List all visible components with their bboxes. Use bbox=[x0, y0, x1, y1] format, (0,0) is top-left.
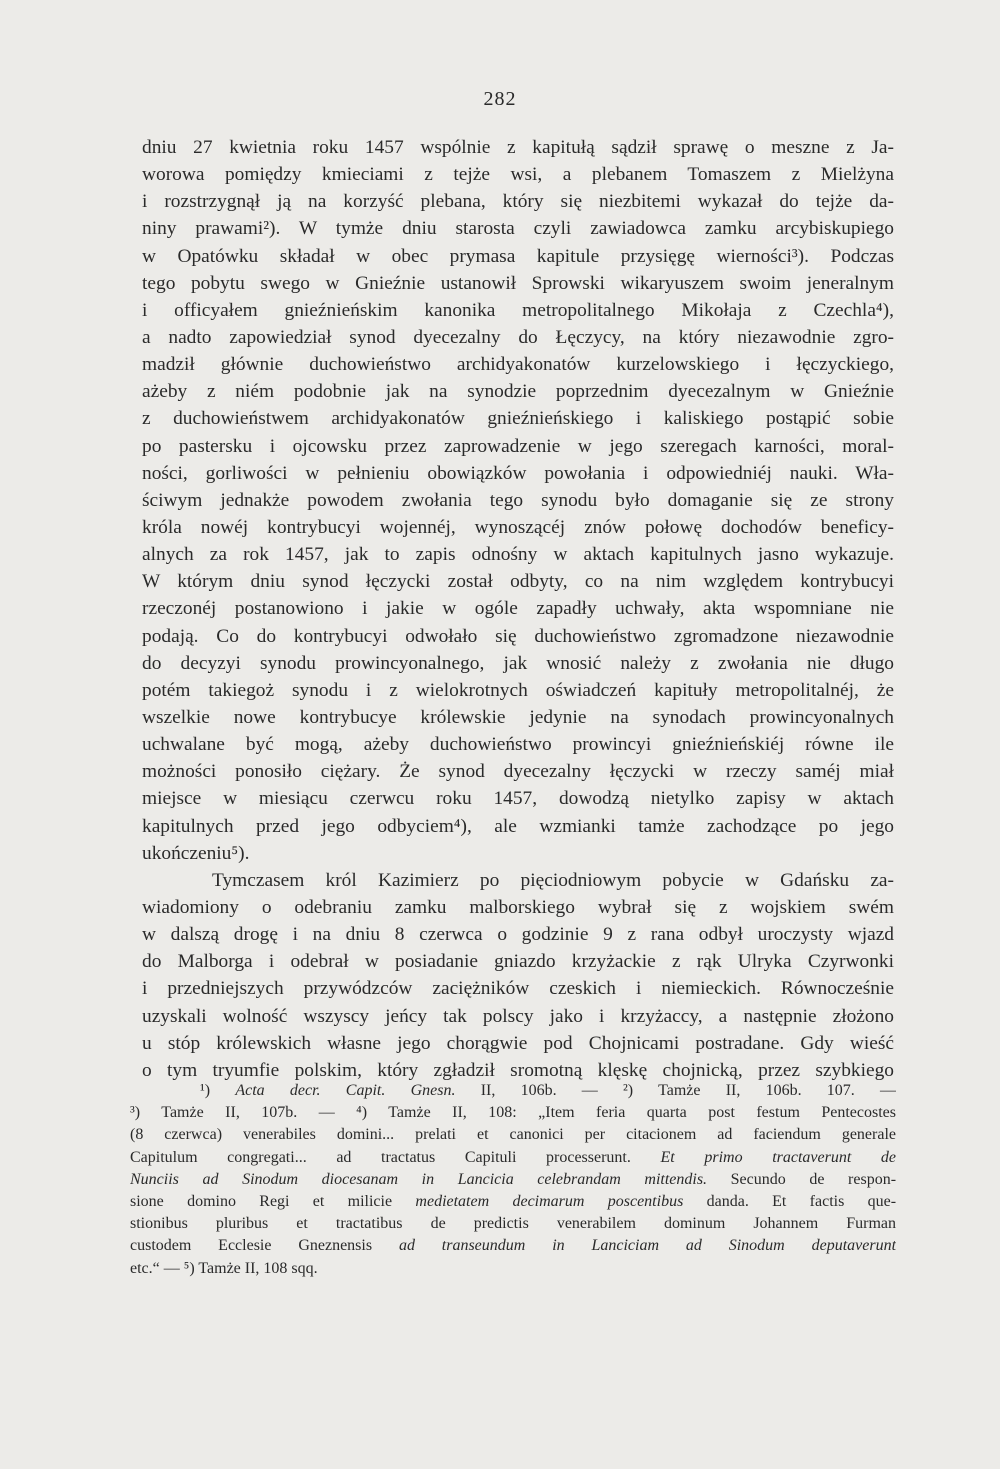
footnote-text: Secundo de respon- bbox=[730, 1170, 896, 1188]
text-line: W którym dniu synod łęczycki został odbyty, co na nim względem kontrybucyi bbox=[142, 571, 894, 593]
text-line: Tymczasem król Kazimierz po pięciodniowym pobycie w Gdańsku za- bbox=[212, 869, 894, 891]
footnote-quote: Et primo tractaverunt de bbox=[660, 1148, 896, 1166]
footnote-line: stionibus pluribus et tractatibus de predictis venerabilem dominum Johannem Furman bbox=[130, 1215, 896, 1233]
text-line: wszelkie nowe kontrybucye królewskie jedynie na synodach prowincyonalnych bbox=[142, 706, 894, 728]
text-line: w Opatówku składał w obec prymasa kapitule przysięgę wierności³). Podczas bbox=[142, 245, 894, 267]
text-line: worowa pomiędzy kmieciami z tejże wsi, a plebanem Tomaszem z Mielżyna bbox=[142, 164, 894, 186]
footnotes bbox=[130, 1080, 896, 1280]
footnote-text: II, 106b. — ²) Tamże II, 106b. 107. — bbox=[480, 1082, 896, 1099]
text-line: ażeby z niém podobnie jak na synodzie poprzednim dyecezalnym w Gnieźnie bbox=[142, 381, 894, 403]
text-line: uzyskali wolność wszyscy jeńcy tak polscy jako i krzyżaccy, a następnie złożono bbox=[142, 1005, 894, 1027]
page-number: 282 bbox=[483, 88, 517, 110]
text-line: i przedniejszych przywódzców zaciężników czeskich i niemieckich. Równocześnie bbox=[142, 978, 894, 1000]
footnote-line bbox=[130, 1235, 896, 1257]
footnote-marker: ¹) bbox=[200, 1082, 211, 1099]
footnote-line: etc.“ — ⁵) Tamże II, 108 sqq. bbox=[130, 1259, 318, 1277]
footnote-quote: ad transeundum in Lanciciam ad Sinodum deputaverunt bbox=[398, 1237, 896, 1255]
footnote-text: custodem Ecclesie Gneznensis bbox=[130, 1237, 373, 1255]
text-line: potém takiegoż synodu i z wielokrotnych oświadczeń kapituły metropolitalnéj, że bbox=[142, 679, 894, 701]
footnote-line: ³) Tamże II, 107b. — ⁴) Tamże II, 108: „Item feria quarta post festum Pentecostes bbox=[130, 1104, 896, 1122]
footnote-text: Capitulum congregati... ad tractatus Capituli processerunt. bbox=[130, 1148, 631, 1166]
text-line: króla nowéj kontrybucyi wojennéj, wynoszącéj znów połowę dochodów beneficy- bbox=[142, 516, 894, 538]
footnote-line bbox=[130, 1191, 896, 1213]
text-line: wiadomiony o odebraniu zamku malborskiego wybrał się z wojskiem swém bbox=[142, 896, 894, 918]
footnote-text: sione domino Regi et milicie bbox=[130, 1192, 393, 1210]
footnote-text: danda. Et factis que- bbox=[706, 1192, 896, 1210]
footnote-line bbox=[130, 1147, 896, 1169]
text-line: a nadto zapowiedział synod dyecezalny do Łęczycy, na który niezawodnie zgro- bbox=[142, 326, 894, 348]
text-line: i officyałem gnieźnieńskim kanonika metropolitalnego Mikołaja z Czechla⁴), bbox=[142, 299, 894, 321]
text-line: do decyzyi synodu prowincyonalnego, jak wnosić należy z zwołania nie długo bbox=[142, 652, 894, 674]
text-line: możności ponosiło ciężary. Że synod dyecezalny łęczycki w rzeczy saméj miał bbox=[142, 761, 894, 783]
text-line: w dalszą drogę i na dniu 8 czerwca o godzinie 9 z rana odbył uroczysty wjazd bbox=[142, 924, 894, 946]
text-line: podają. Co do kontrybucyi odwołało się duchowieństwo zgromadzone niezawodnie bbox=[142, 625, 894, 647]
text-line: ściwym jednakże powodem zwołania tego synodu było domaganie się ze strony bbox=[142, 489, 894, 511]
text-line: rzeczonéj postanowiono i jakie w ogóle zapadły uchwały, akta wspomniane nie bbox=[142, 598, 894, 620]
text-line: ukończeniu⁵). bbox=[142, 842, 250, 864]
text-line: ności, gorliwości w pełnieniu obowiązków powołania i odpowiedniéj nauki. Wła- bbox=[142, 462, 894, 484]
footnote-line: (8 czerwca) venerabiles domini... prelati et canonici per citacionem ad faciendum generale bbox=[130, 1126, 896, 1144]
text-line: dniu 27 kwietnia roku 1457 wspólnie z kapitułą sądził sprawę o meszne z Ja- bbox=[142, 137, 894, 158]
body-text bbox=[142, 134, 894, 1084]
footnote-line bbox=[130, 1080, 896, 1102]
footnote-source: Acta decr. Capit. Gnesn. bbox=[235, 1082, 456, 1099]
text-line: z duchowieństwem archidyakonatów gnieźnieńskiego i kaliskiego postąpić sobie bbox=[142, 408, 894, 430]
text-line: niny prawami²). W tymże dniu starosta czyli zawiadowca zamku arcybiskupiego bbox=[142, 218, 894, 240]
text-line: po pastersku i ojcowsku przez zaprowadzenie w jego szeregach karności, moral- bbox=[142, 435, 894, 457]
text-line: madził głównie duchowieństwo archidyakonatów kurzelowskiego i łęczyckiego, bbox=[142, 354, 894, 376]
text-line: alnych za rok 1457, jak to zapis odnośny w aktach kapitulnych jasno wykazuje. bbox=[142, 544, 894, 566]
footnote-quote: medietatem decimarum poscentibus bbox=[415, 1192, 684, 1210]
text-line: miejsce w miesiącu czerwcu roku 1457, dowodzą nietylko zapisy w aktach bbox=[142, 788, 894, 810]
text-line: i rozstrzygnął ją na korzyść plebana, który się niezbitemi wykazał do tejże da- bbox=[142, 191, 894, 213]
text-line: o tym tryumfie polskim, który zgładził sromotną klęskę chojnicką, przez szybkiego bbox=[142, 1059, 894, 1081]
text-line: tego pobytu swego w Gnieźnie ustanowił Sprowski wikaryuszem swoim jeneralnym bbox=[142, 272, 894, 294]
footnote-quote: Nunciis ad Sinodum diocesanam in Lancicia celebrandam mittendis. bbox=[130, 1170, 708, 1188]
text-line: uchwalane być mogą, ażeby duchowieństwo prowincyi gnieźnieńskiéj równe ile bbox=[142, 734, 894, 756]
text-line: kapitulnych przed jego odbyciem⁴), ale wzmianki tamże zachodzące po jego bbox=[142, 815, 894, 837]
footnote-line bbox=[130, 1169, 896, 1191]
text-line: do Malborga i odebrał w posiadanie gniazdo krzyżackie z rąk Ulryka Czyrwonki bbox=[142, 951, 894, 973]
text-line: u stóp królewskich własne jego chorągwie pod Chojnicami postradane. Gdy wieść bbox=[142, 1032, 894, 1054]
